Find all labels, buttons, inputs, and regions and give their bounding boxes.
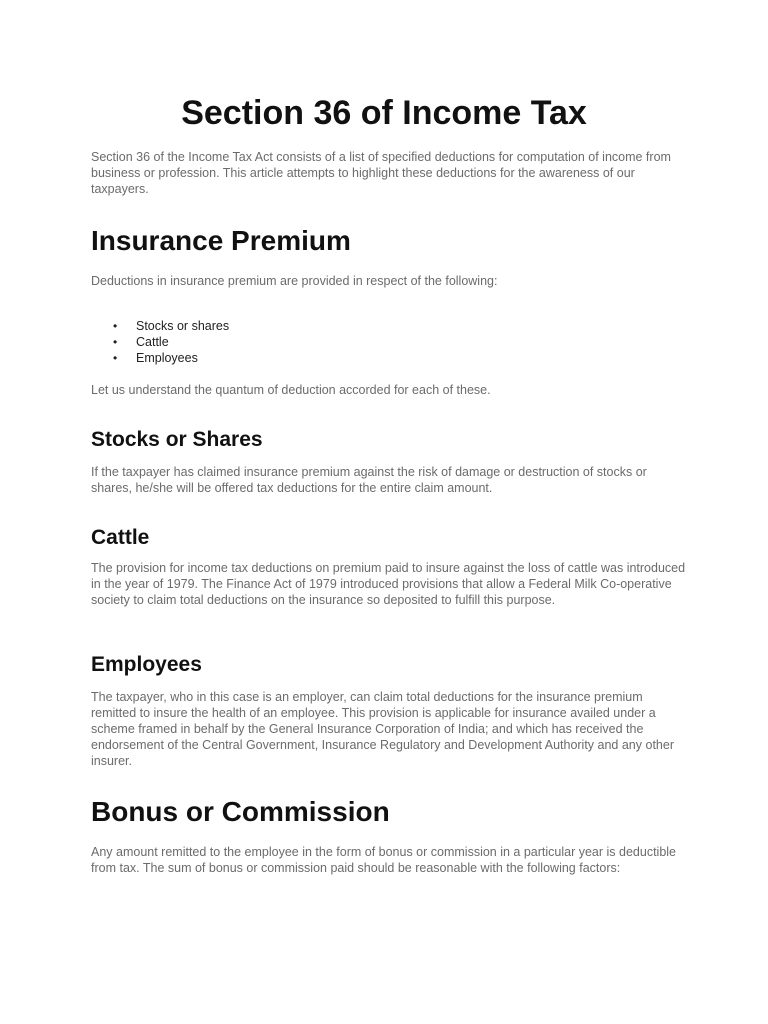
heading-stocks-or-shares: Stocks or Shares (91, 428, 263, 451)
list-item (113, 334, 229, 350)
heading-employees: Employees (91, 653, 202, 676)
list-item (113, 350, 229, 366)
stocks-paragraph: If the taxpayer has claimed insurance premium against the risk of damage or destruction of stocks or shares, he/she will be offered tax deductions for the entire claim amount. (91, 465, 647, 495)
list-item-label: Stocks or shares (136, 319, 230, 333)
bullet-icon: • (113, 319, 118, 333)
intro-paragraph: Section 36 of the Income Tax Act consists of a list of specified deductions for computation of income from business or profession. This article attempts to highlight these deductions for the awareness of our taxpayers. (91, 150, 671, 196)
insurance-premium-list (113, 318, 229, 366)
insurance-premium-closing: Let us understand the quantum of deduction accorded for each of these. (91, 383, 491, 397)
page-title: Section 36 of Income Tax (181, 94, 587, 132)
bonus-paragraph: Any amount remitted to the employee in the form of bonus or commission in a particular year is deductible from tax. The sum of bonus or commission paid should be reasonable with the following factors: (91, 845, 677, 875)
list-item (113, 318, 229, 334)
insurance-premium-lead: Deductions in insurance premium are provided in respect of the following: (91, 274, 498, 288)
heading-insurance-premium: Insurance Premium (91, 225, 351, 256)
bullet-icon: • (113, 351, 118, 365)
bullet-icon: • (113, 335, 118, 349)
list-item-label: Cattle (136, 335, 169, 349)
heading-cattle: Cattle (91, 526, 150, 549)
employees-paragraph: The taxpayer, who in this case is an employer, can claim total deductions for the insurance premium remitted to insure the health of an employee. This provision is applicable for insurance availed under a scheme framed in behalf by the General Insurance Corporation of India; and which has received the endorsement of the Central Government, Insurance Regulatory and Development Authority and any other insurer. (91, 690, 674, 768)
list-item-label: Employees (136, 351, 198, 365)
cattle-paragraph: The provision for income tax deductions on premium paid to insure against the loss of cattle was introduced in the year of 1979. The Finance Act of 1979 introduced provisions that allow a Federal Milk Co-operative society to claim total deductions on the insurance so deposited to fulfill this purpose. (91, 561, 686, 607)
heading-bonus-or-commission: Bonus or Commission (91, 796, 390, 827)
